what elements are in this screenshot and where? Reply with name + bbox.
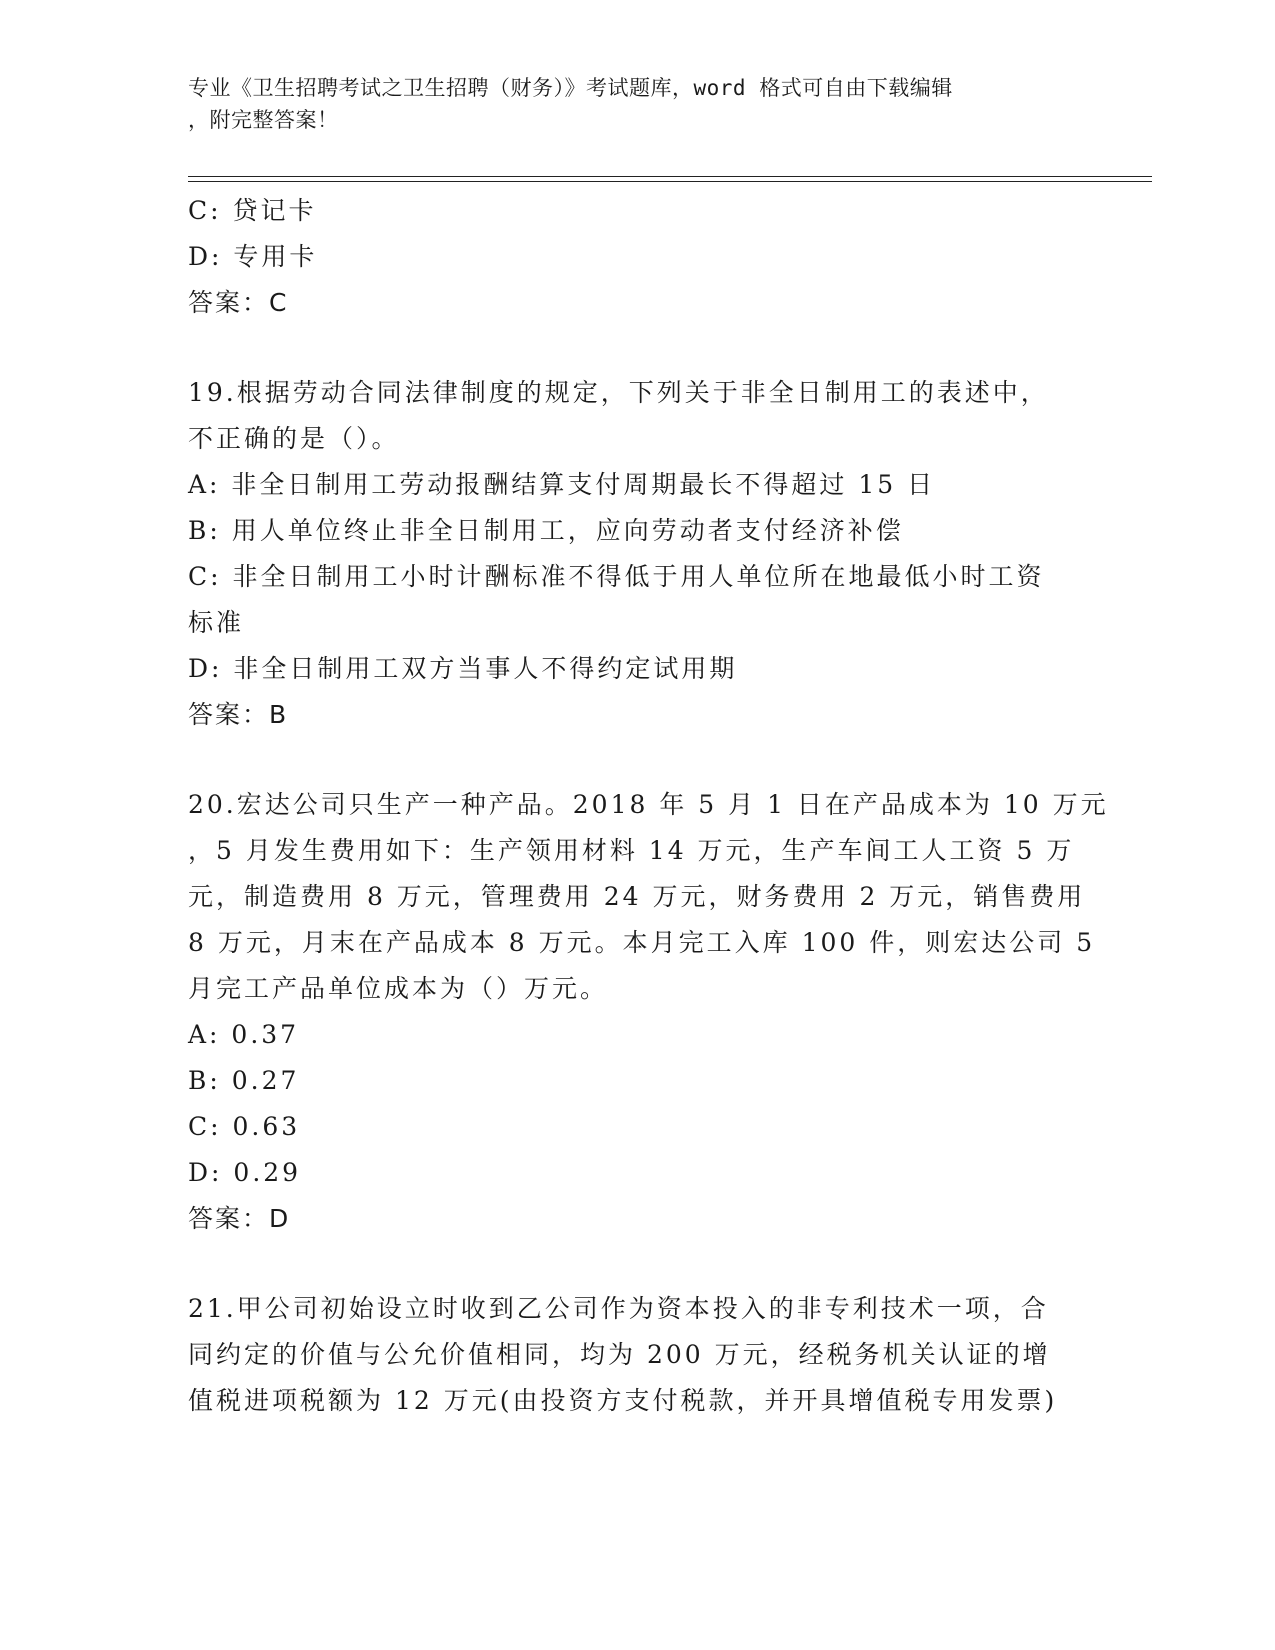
spacer: [188, 326, 1088, 370]
question-stem-line-1: 19.根据劳动合同法律制度的规定，下列关于非全日制用工的表述中，: [188, 378, 1049, 407]
question-19: [188, 370, 1088, 738]
option-a: A: 0.37: [188, 1020, 300, 1049]
header-divider-top: [188, 176, 1152, 177]
header-title-line-1: 专业《卫生招聘考试之卫生招聘（财务）》考试题库，word 格式可自由下载编辑: [188, 76, 953, 100]
header-divider-bottom: [188, 181, 1152, 182]
question-stem-line-3: 元，制造费用 8 万元，管理费用 24 万元，财务费用 2 万元，销售费用: [188, 882, 1086, 911]
option-b: B: 0.27: [188, 1066, 300, 1095]
spacer: [188, 738, 1088, 782]
question-stem-line-4: 8 万元，月末在产品成本 8 万元。本月完工入库 100 件，则宏达公司 5: [188, 928, 1096, 957]
question-stem-line-3: 值税进项税额为 12 万元(由投资方支付税款，并开具增值税专用发票): [188, 1386, 1058, 1415]
option-d: D: 0.29: [188, 1158, 302, 1187]
option-d: D: 专用卡: [188, 242, 318, 271]
question-stem-line-2: 同约定的价值与公允价值相同，均为 200 万元，经税务机关认证的增: [188, 1340, 1051, 1369]
question-stem-line-2: 不正确的是（）。: [188, 424, 400, 453]
question-stem-line-1: 21.甲公司初始设立时收到乙公司作为资本投入的非专利技术一项，合: [188, 1294, 1049, 1323]
question-stem-line-5: 月完工产品单位成本为（）万元。: [188, 974, 609, 1003]
option-a: A: 非全日制用工劳动报酬结算支付周期最长不得超过 15 日: [188, 470, 936, 499]
header-title-line-2: ，附完整答案！: [188, 108, 339, 132]
document-header: [188, 72, 1088, 136]
option-c: C: 贷记卡: [188, 196, 317, 225]
option-b: B: 用人单位终止非全日制用工，应向劳动者支付经济补偿: [188, 516, 904, 545]
question-content: [188, 188, 1109, 1424]
option-c-line-1: C: 非全日制用工小时计酬标准不得低于用人单位所在地最低小时工资: [188, 562, 1045, 591]
question-18: [188, 188, 1088, 326]
question-stem-line-2: ，5 月发生费用如下：生产领用材料 14 万元，生产车间工人工资 5 万: [188, 836, 1075, 865]
answer: 答案：D: [188, 1204, 291, 1233]
question-20: [188, 782, 1109, 1242]
spacer: [188, 1242, 1088, 1286]
option-d: D: 非全日制用工双方当事人不得约定试用期: [188, 654, 738, 683]
answer: 答案：B: [188, 700, 289, 729]
question-21: [188, 1286, 1088, 1424]
answer: 答案：C: [188, 288, 289, 317]
option-c: C: 0.63: [188, 1112, 301, 1141]
question-stem-line-1: 20.宏达公司只生产一种产品。2018 年 5 月 1 日在产品成本为 10 万元: [188, 790, 1109, 819]
option-c-line-2: 标准: [188, 608, 245, 637]
